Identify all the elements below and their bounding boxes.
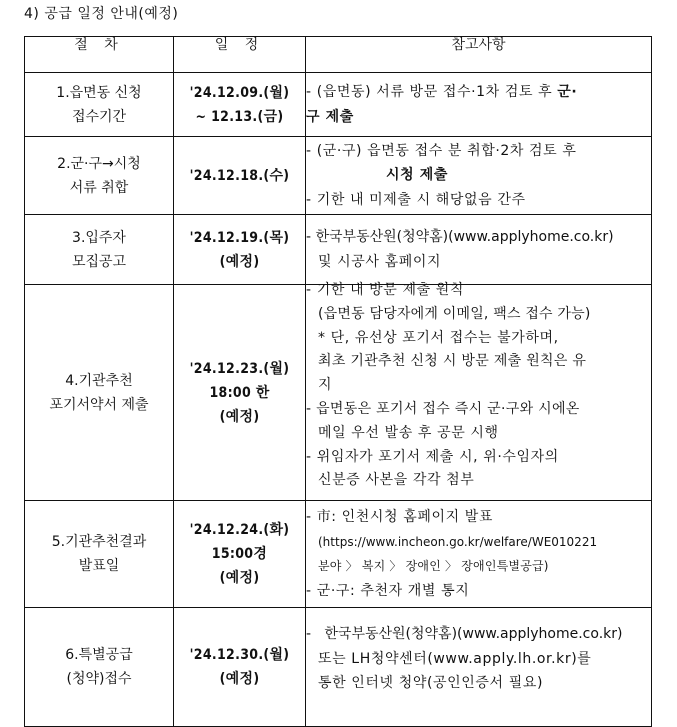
note-line: * 단, 유선상 포기서 접수는 불가하며, <box>318 329 559 346</box>
note-line: - 市: 인천시청 홈페이지 발표 <box>306 509 494 525</box>
note-line: 분야 〉 복지 〉 장애인 〉 장애인특별공급) <box>318 559 549 573</box>
table-row <box>25 608 652 727</box>
step-cell: 6.특별공급 (청약)접수 <box>25 608 174 727</box>
table-row <box>25 137 652 215</box>
note-line: - 한국부동산원(청약홈)(www.applyhome.co.kr) <box>306 229 614 245</box>
header-schedule: 일 정 <box>174 37 306 73</box>
notes-cell <box>306 137 652 215</box>
schedule-cell: '24.12.18.(수) <box>174 137 306 215</box>
note-line: - (군·구) 읍면동 접수 분 취합·2차 검토 후 <box>306 142 577 159</box>
schedule-cell: '24.12.30.(월) (예정) <box>174 608 306 727</box>
step-cell: 2.군·구→시청 서류 취합 <box>25 137 174 215</box>
note-line: 구 제출 <box>306 108 354 125</box>
table-header-row <box>25 37 652 73</box>
note-line: - 읍면동은 포기서 접수 즉시 군·구와 시에온 <box>306 400 580 417</box>
note-line: 또는 LH청약센터(www.apply.lh.or.kr)를 <box>318 650 592 667</box>
schedule-cell: '24.12.24.(화) 15:00경 (예정) <box>174 501 306 608</box>
notes-cell <box>306 73 652 137</box>
schedule-cell: '24.12.09.(월) ~ 12.13.(금) <box>174 73 306 137</box>
schedule-cell: '24.12.19.(목) (예정) <box>174 215 306 285</box>
notes-cell <box>306 215 652 285</box>
note-line: - 한국부동산원(청약홈)(www.applyhome.co.kr) <box>306 626 623 642</box>
section-title: 4) 공급 일정 안내(예정) <box>24 6 179 22</box>
note-line: - 군·구: 추천자 개별 통지 <box>306 582 470 599</box>
url-line: (https://www.incheon.go.kr/welfare/WE010221 <box>318 534 598 549</box>
note-line: 지 <box>318 377 333 394</box>
table-row <box>25 73 652 137</box>
note-line: 통한 인터넷 청약(공인인증서 필요) <box>318 675 544 691</box>
note-line: - 기한 내 방문 제출 원칙 <box>306 282 465 298</box>
note-line: (읍면동 담당자에게 이메일, 팩스 접수 가능) <box>318 305 591 322</box>
note-line: 시청 제출 <box>386 167 448 184</box>
header-notes: 참고사항 <box>306 37 652 73</box>
note-line: 최초 기관추천 신청 시 방문 제출 원칙은 유 <box>318 353 587 370</box>
notes-cell <box>306 282 652 501</box>
step-cell: 5.기관추천결과 발표일 <box>25 501 174 608</box>
note-line: 메일 우선 발송 후 공문 시행 <box>318 424 499 441</box>
note-line: - 위임자가 포기서 제출 시, 위·수임자의 <box>306 448 559 465</box>
supply-schedule-table <box>24 36 652 727</box>
note-line: - 기한 내 미제출 시 해당없음 간주 <box>306 191 526 208</box>
note-line: 신분증 사본을 각각 첨부 <box>318 472 475 489</box>
table-row <box>25 285 652 501</box>
notes-cell <box>306 501 652 608</box>
note-line: - (읍면동) 서류 방문 접수·1차 검토 후 군· <box>306 84 578 100</box>
header-step: 절 차 <box>25 37 174 73</box>
schedule-cell: '24.12.23.(월) 18:00 한 (예정) <box>174 285 306 501</box>
note-line: 및 시공사 홈페이지 <box>318 253 442 270</box>
table-row <box>25 501 652 608</box>
step-cell: 3.입주자 모집공고 <box>25 215 174 285</box>
notes-cell <box>306 608 652 727</box>
step-cell: 1.읍면동 신청 접수기간 <box>25 73 174 137</box>
table-row <box>25 215 652 285</box>
step-cell: 4.기관추천 포기서약서 제출 <box>25 285 174 501</box>
